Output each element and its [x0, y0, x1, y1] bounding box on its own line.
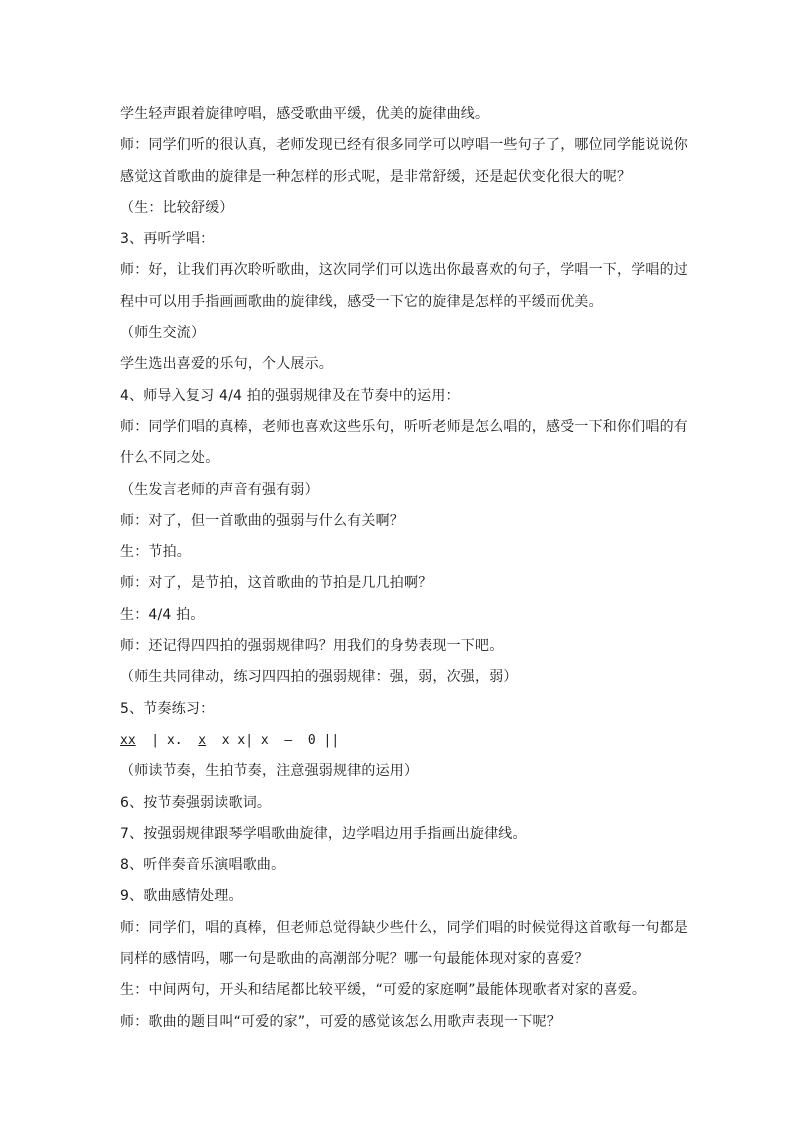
text-line: 师：同学们唱的真棒，老师也喜欢这些乐句，听听老师是怎么唱的，感受一下和你们唱的有	[120, 418, 688, 435]
text-line: 生：中间两句，开头和结尾都比较平缓，“可爱的家庭啊”最能体现歌者对家的喜爱。	[120, 982, 647, 999]
text-line: （生发言老师的声音有强有弱）	[120, 481, 319, 498]
text-line: 师：歌曲的题目叫“可爱的家”，可爱的感觉该怎么用歌声表现一下呢？	[120, 1013, 561, 1030]
section-heading: 5、节奏练习：	[120, 700, 215, 717]
section-heading: 4、师导入复习 4/4 拍的强弱规律及在节奏中的运用：	[120, 387, 460, 404]
rhythm-part: | x.	[135, 732, 199, 748]
text-line: （师读节奏，生拍节奏，注意强弱规律的运用）	[120, 763, 419, 780]
text-line: 感觉这首歌曲的旋律是一种怎样的形式呢，是非常舒缓，还是起伏变化很大的呢？	[120, 168, 632, 185]
text-line: 师：对了，是节拍，这首歌曲的节拍是几几拍啊？	[120, 575, 433, 592]
section-heading: 6、按节奏强弱读歌词。	[120, 794, 272, 811]
rhythm-part: x x| x – 0 ||	[206, 732, 340, 748]
text-line: （生：比较舒缓）	[120, 199, 234, 216]
text-line: 师：同学们听的很认真，老师发现已经有很多同学可以哼唱一些句子了，哪位同学能说说你	[120, 137, 688, 154]
text-line: 师：同学们，唱的真棒，但老师总觉得缺少些什么，同学们唱的时候觉得这首歌每一句都是	[120, 919, 688, 936]
section-heading: 3、再听学唱：	[120, 231, 215, 248]
section-heading: 9、歌曲感情处理。	[120, 888, 243, 905]
lesson-text	[120, 99, 688, 1038]
text-line: 师：还记得四四拍的强弱规律吗？用我们的身势表现一下吧。	[120, 638, 504, 655]
section-heading: 7、按强弱规律跟琴学唱歌曲旋律，边学唱边用手指画出旋律线。	[120, 825, 527, 842]
text-line: 什么不同之处。	[120, 450, 220, 467]
text-line: 学生选出喜爱的乐句，个人展示。	[120, 356, 333, 373]
rhythm-notation	[120, 725, 680, 756]
text-line: 师：对了，但一首歌曲的强弱与什么有关啊？	[120, 512, 404, 529]
section-heading: 8、听伴奏音乐演唱歌曲。	[120, 857, 286, 874]
text-line: 师：好，让我们再次聆听歌曲，这次同学们可以选出你最喜欢的句子，学唱一下，学唱的过	[120, 262, 688, 279]
text-line: 程中可以用手指画画歌曲的旋律线，感受一下它的旋律是怎样的平缓而优美。	[120, 293, 603, 310]
rhythm-part: x	[198, 732, 207, 748]
text-line: 生：4/4 拍。	[120, 606, 205, 623]
text-line: 学生轻声跟着旋律哼唱，感受歌曲平缓，优美的旋律曲线。	[120, 106, 490, 122]
text-line: （师生交流）	[120, 325, 206, 342]
text-line: （师生共同律动，练习四四拍的强弱规律：强，弱，次强，弱）	[120, 669, 518, 686]
text-line: 同样的感情吗，哪一句是歌曲的高潮部分呢？哪一句最能体现对家的喜爱？	[120, 951, 589, 968]
rhythm-part: xx	[120, 732, 136, 748]
text-line: 生：节拍。	[120, 544, 191, 561]
